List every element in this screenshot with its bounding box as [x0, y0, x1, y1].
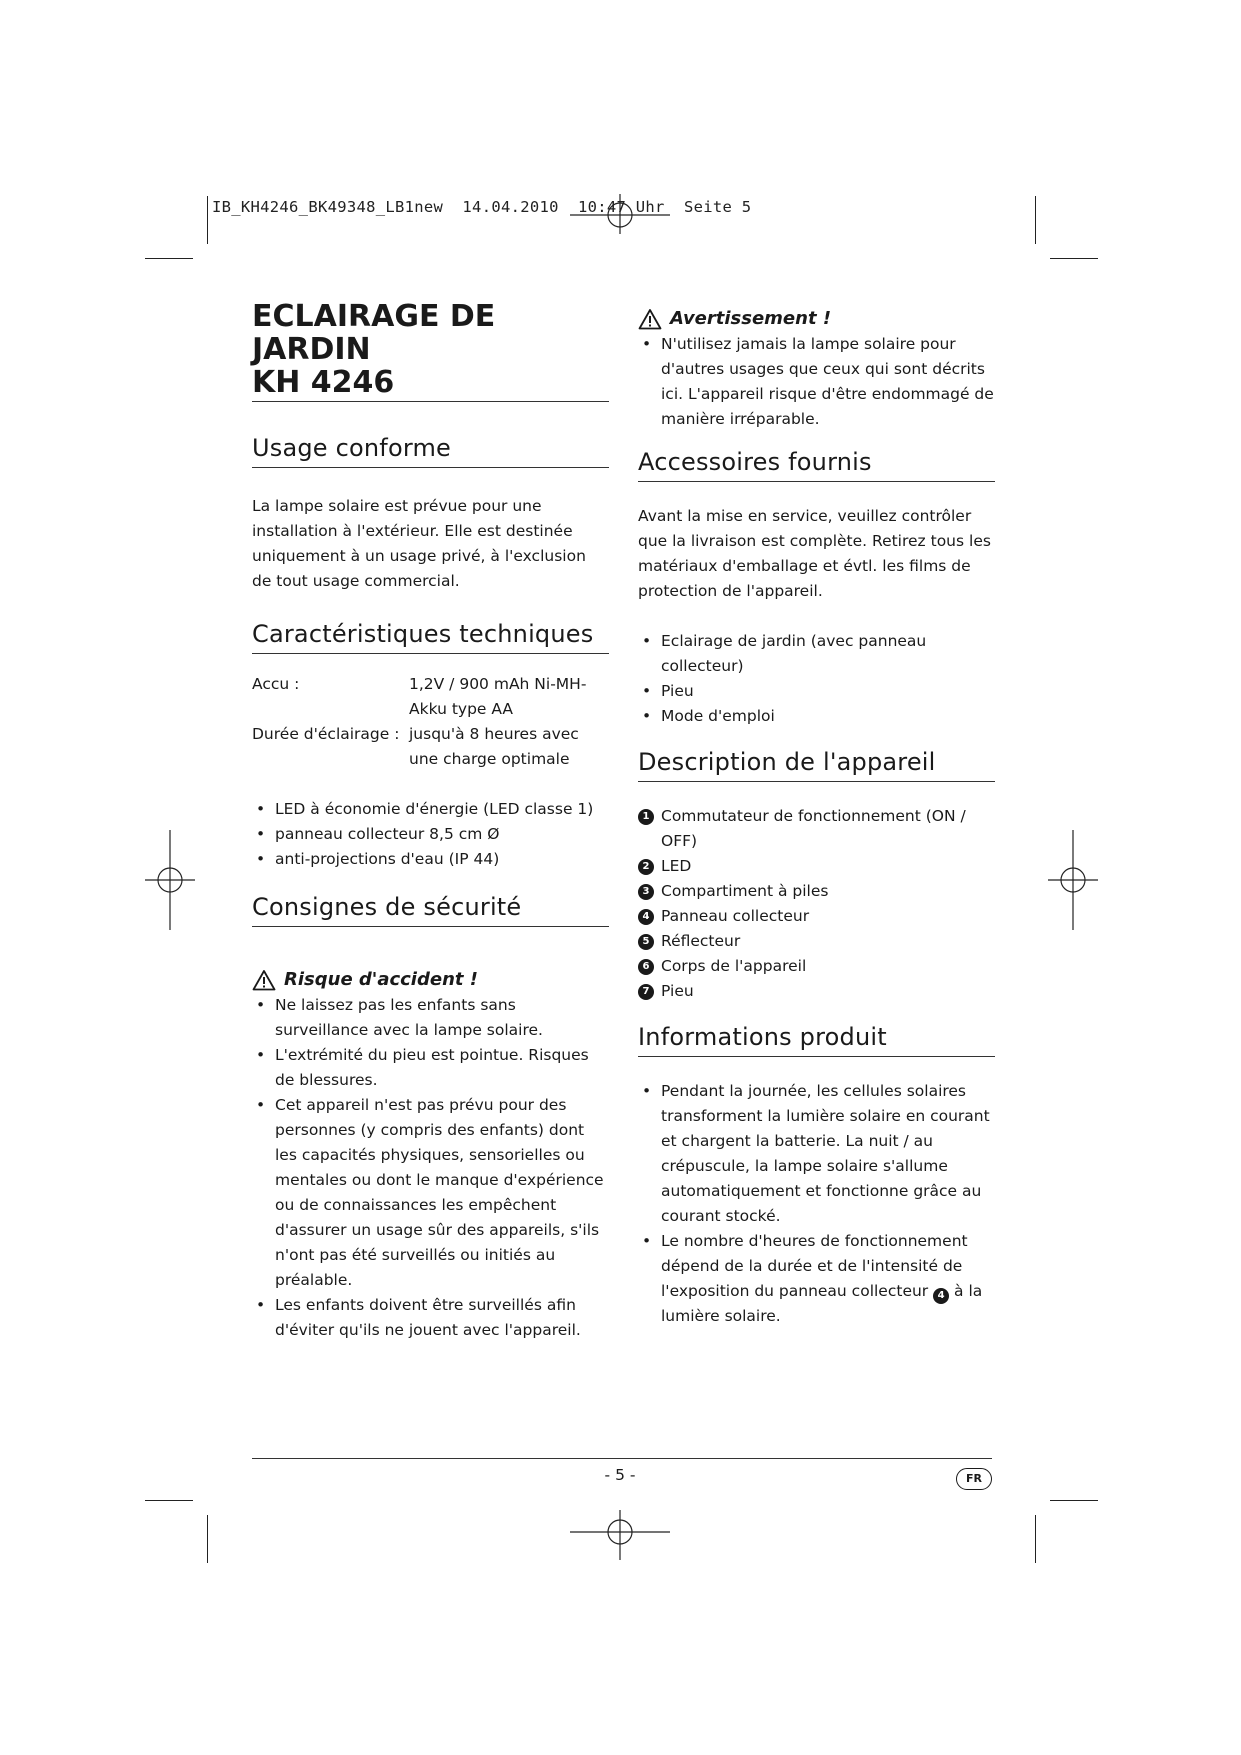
spec-label: Durée d'éclairage :	[252, 725, 400, 743]
title-line-1: ECLAIRAGE DE JARDIN	[252, 299, 496, 367]
heading-usage: Usage conforme	[252, 433, 609, 468]
item-label: Compartiment à piles	[661, 882, 829, 900]
accessories-text: Avant la mise en service, veuillez contrôler que la livraison est complète. Retirez tous les matériaux d'emballage et évtl. les films de protection de l'appareil.	[638, 507, 991, 600]
language-badge: FR	[956, 1468, 992, 1490]
list-item: • anti-projections d'eau (IP 44)	[252, 847, 609, 872]
list-item: • Pieu	[638, 679, 995, 704]
spec-row	[252, 672, 609, 722]
number-badge: 2	[638, 859, 654, 875]
number-badge: 7	[638, 984, 654, 1000]
warning-triangle-icon	[252, 969, 276, 991]
usage-text: La lampe solaire est prévue pour une installation à l'extérieur. Elle est destinée uniquement à un usage privé, à l'exclusion de tout usage commercial.	[252, 497, 586, 590]
heading-info: Informations produit	[638, 1022, 995, 1057]
item-label: LED	[661, 857, 692, 875]
warning-avertissement	[638, 306, 995, 332]
print-header: IB_KH4246_BK49348_LB1new 14.04.2010 10:47 Uhr Seite 5	[212, 198, 752, 216]
list-item: • Eclairage de jardin (avec panneau collecteur)	[638, 629, 995, 679]
item-label: Réflecteur	[661, 932, 741, 950]
list-item	[638, 904, 995, 929]
list-item: • Cet appareil n'est pas prévu pour des personnes (y compris des enfants) dont les capacités physiques, sensorielles ou mentales ou dont le manque d'expérience ou de connaissances les empêchent d'assurer un usage sûr des appareils, s'ils n'ont pas été surveillés ou initiés au préalable.	[252, 1093, 609, 1293]
registration-mark-top	[570, 194, 670, 234]
warning-triangle-icon	[638, 308, 662, 330]
list-item: • LED à économie d'énergie (LED classe 1)	[252, 797, 609, 822]
heading-description: Description de l'appareil	[638, 747, 995, 782]
avertissement-bullets	[638, 332, 995, 432]
number-badge: 4	[933, 1288, 949, 1304]
warning-title: Avertissement !	[670, 308, 832, 329]
spec-row	[252, 722, 609, 772]
heading-specs: Caractéristiques techniques	[252, 619, 609, 654]
item-label: Pieu	[661, 982, 694, 1000]
number-badge: 3	[638, 884, 654, 900]
warning-title: Risque d'accident !	[284, 969, 478, 990]
spec-value: 1,2V / 900 mAh Ni-MH-Akku type AA	[409, 675, 587, 718]
list-item: • panneau collecteur 8,5 cm Ø	[252, 822, 609, 847]
number-badge: 1	[638, 809, 654, 825]
description-list	[638, 804, 995, 1004]
page-number: - 5 -	[604, 1466, 636, 1484]
safety-bullets	[252, 993, 609, 1343]
number-badge: 6	[638, 959, 654, 975]
registration-mark-right	[1048, 830, 1098, 930]
accessories-bullets	[638, 629, 995, 729]
list-item: • Ne laissez pas les enfants sans surveillance avec la lampe solaire.	[252, 993, 609, 1043]
list-item	[638, 1229, 995, 1329]
heading-accessories: Accessoires fournis	[638, 447, 995, 482]
specs-bullets	[252, 797, 609, 872]
document-title	[252, 300, 609, 402]
info-text-after: à la lumière solaire.	[661, 1282, 983, 1325]
list-item	[638, 804, 995, 854]
list-item: • Pendant la journée, les cellules solaires transforment la lumière solaire en courant et chargent la batterie. La nuit / au crépuscule, la lampe solaire s'allume automatiquement et fonctionne grâce au courant stocké.	[638, 1079, 995, 1229]
spec-label: Accu :	[252, 675, 300, 693]
item-label: Panneau collecteur	[661, 907, 810, 925]
info-text-before: Le nombre d'heures de fonctionnement dépend de la durée et de l'intensité de l'exposition du panneau collecteur	[661, 1232, 968, 1300]
list-item	[638, 954, 995, 979]
list-item: • N'utilisez jamais la lampe solaire pour d'autres usages que ceux qui sont décrits ici. L'appareil risque d'être endommagé de manière irréparable.	[638, 332, 995, 432]
number-badge: 5	[638, 934, 654, 950]
list-item	[638, 879, 995, 904]
specs-table	[252, 672, 609, 772]
item-label: Commutateur de fonctionnement (ON / OFF)	[661, 807, 966, 850]
list-item	[638, 854, 995, 879]
title-line-2: KH 4246	[252, 365, 395, 400]
warning-risk	[252, 967, 609, 993]
list-item: • L'extrémité du pieu est pointue. Risques de blessures.	[252, 1043, 609, 1093]
item-label: Corps de l'appareil	[661, 957, 807, 975]
footer-divider	[252, 1458, 992, 1459]
registration-mark-left	[145, 830, 195, 930]
list-item: • Mode d'emploi	[638, 704, 995, 729]
registration-mark-bottom	[570, 1510, 670, 1560]
number-badge: 4	[638, 909, 654, 925]
list-item	[638, 929, 995, 954]
list-item: • Les enfants doivent être surveillés afin d'éviter qu'ils ne jouent avec l'appareil.	[252, 1293, 609, 1343]
list-item	[638, 979, 995, 1004]
right-column	[638, 300, 995, 1329]
info-bullets	[638, 1079, 995, 1329]
heading-safety: Consignes de sécurité	[252, 892, 609, 927]
left-column	[252, 300, 609, 1343]
spec-value: jusqu'à 8 heures avec une charge optimale	[409, 725, 579, 768]
